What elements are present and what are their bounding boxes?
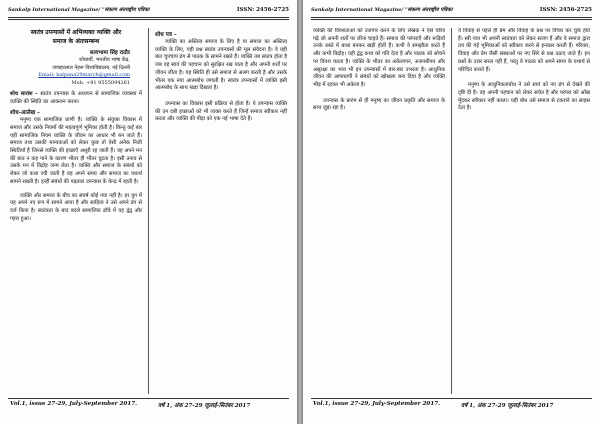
column-divider (451, 28, 452, 394)
running-head (8, 4, 289, 16)
author-mobile: Mob. +91 9555094261 (71, 79, 130, 86)
author-affiliation: जवाहरलाल नेहरू विश्वविद्यालय, नई दिल्ली (52, 64, 130, 71)
footer-hindi: वर्ष 1, अंक 27-29 जुलाई-सितंबर 2017 (461, 403, 554, 409)
abstract-text: स्वतंत्र उपन्यास के अध्ययन से सामाजिक व्यवस्था में व्यक्ति की स्थिति का आकलन करना। (10, 91, 142, 105)
footer-hindi: वर्ष 1, अंक 27-29 जुलाई-सितंबर 2017 (158, 403, 251, 409)
page-left (0, 0, 297, 424)
header-rule (311, 17, 592, 18)
footer-rule (8, 398, 289, 399)
author-affiliation: शोधार्थी, भारतीय भाषा केंद्र, (79, 57, 130, 64)
abstract-label: शोध सारांश – (10, 91, 38, 98)
author-block (10, 50, 142, 87)
author-email[interactable]: Email: kalpana29march@gmail.com (38, 72, 130, 79)
column-left (10, 28, 142, 394)
abstract (10, 91, 142, 106)
paragraph: उपन्यास का विकास इसी प्रक्रिया से होता है। ये उपन्यास व्यक्ति की उन दबी इच्छाओं को भी व्यक्त करते हैं जिन्हें समाज स्वीकार नहीं करता और व्यक्ति की पीड़ा को एक नई भाषा देते हैं। (155, 100, 287, 123)
journal-name: Sankalp International Magazine/ "संकल्प अंतराष्ट्रीय पत्रिका (311, 7, 453, 13)
author-name: सत्यभामा सिंह राठौर (89, 50, 130, 56)
footer-english: Vol.1, issue 27-29, July-September 2017. (10, 401, 138, 407)
paragraph: उपन्यास के प्रारंभ से ही मनुष्य का जीवन प्रकृति और समाज के साथ जुड़ा रहा है। (313, 97, 445, 112)
column-right (155, 28, 287, 394)
footer-rule (311, 398, 592, 399)
page-right (303, 0, 600, 424)
issn: ISSN: 2456-2725 (539, 7, 592, 13)
paragraph: व्यक्ति की विवशताओं को उजागर करने के लिए लेखक ने ऐसे चरित्र गढ़े जो अपनी शर्तों पर जीना चाहते हैं। समाज की परंपराएँ और रूढ़ियाँ उनके रास्ते में बाधा बनकर खड़ी होती हैं। कभी वे समझौता करते हैं और कभी विद्रोह। यही द्वंद्व कथा को गति देता है और पाठक को सोचने पर विवश करता है। व्यक्ति के भीतर का अकेलापन, अजनबीपन और असुरक्षा का भाव भी इन उपन्यासों में बार-बार उभरता है। आधुनिक जीवन की आपाधापी ने संबंधों को खोखला बना दिया है और व्यक्ति भीड़ में रहकर भी अकेला है। (313, 28, 445, 88)
running-head (311, 4, 592, 16)
column-left (313, 28, 445, 394)
header-rule-thin (311, 19, 592, 20)
paragraph: व्यक्ति का अस्तित्व समाज के लिए है या समाज का अस्तित्व व्यक्ति के लिए, यही प्रश्न स्वतंत्र उपन्यासों की मूल संवेदना है। वे यही बात चुपचाप ढंग से पाठक के सामने रखते हैं। व्यक्ति तब स्वतंत्र होता है जब वह स्वयं की पहचान को सुरक्षित रख पाता है और अपनी शर्तों पर जीवन जीता है। यह स्थिति ही उसे समाज से अलग करती है और उसके भीतर एक नया आत्मबोध जगाती है। स्वतंत्र उपन्यासों में व्यक्ति इसी आत्मबोध के साथ खड़ा दिखता है। (155, 39, 287, 92)
body-label: शोध-आलेख – (10, 110, 40, 117)
body-label-right: शोध पत्र – (155, 32, 177, 38)
title-line: समाज के अंतःसम्बन्ध (52, 38, 100, 45)
header-rule-thin (8, 19, 289, 20)
title-line: स्वतंत्र उपन्यासों में अभिव्यक्त व्यक्ति और (30, 29, 122, 36)
article-title (10, 28, 142, 46)
column-divider (148, 28, 149, 394)
paragraph: व्यक्ति और समाज के बीच का संघर्ष कोई नया नहीं है। हर युग में यह अपने नए रूप में सामने आया है और साहित्य ने उसे अपने ढंग से दर्ज किया है। स्वतंत्रता के बाद बदले सामाजिक ढाँचे में यह द्वंद्व और गहरा हुआ। (10, 192, 142, 222)
column-right (458, 28, 590, 394)
footer-english: Vol.1, issue 27-29, July-September 2017. (313, 401, 441, 407)
paragraph: मनुष्य के आधुनिकताबोध ने उसे स्वयं को नए ढंग से देखने की दृष्टि दी है। वह अपनी पहचान को लेकर सचेत है और परंपरा को आँख मूँदकर स्वीकार नहीं करता। यही बोध उसे समाज से टकराने का साहस देता है। (458, 82, 590, 112)
header-rule (8, 17, 289, 18)
journal-name: Sankalp International Magazine/ "संकल्प अंतराष्ट्रीय पत्रिका (8, 7, 150, 13)
paragraph: ये विवाह से पहले ही प्रेम और विवाह के प्रश्न पर विचार कर चुके होते हैं। स्त्री पात्र भी अपनी स्वतंत्रता को लेकर सजग हैं और वे समाज द्वारा तय की गई भूमिकाओं को स्वीकार करने से इनकार करती हैं। परिवार, विवाह और प्रेम जैसी संस्थाओं पर नए सिरे से प्रश्न उठाए जाते हैं। इन प्रश्नों के उत्तर सरल नहीं हैं, परंतु वे पाठक को अपने समय के यथार्थ से परिचित कराते हैं। (458, 28, 590, 73)
issn: ISSN: 2456-2725 (236, 7, 289, 13)
paragraph: मनुष्य एक सामाजिक प्राणी है। व्यक्ति के संयुक्त विकास में समाज और उसके नियमों की महत्वपूर्ण भूमिका होती है। किन्तु कई बार यही सामाजिक नियम व्यक्ति के जीवन का आधार भी बन जाते हैं। समाज तथा उसकी मान्यताओं को लेकर कुछ तो ऐसी अनेक निजी स्थितियाँ हैं जिनसे व्यक्ति की इच्छाएँ अधूरी रह जाती हैं। वह अपने मन की बात न कह पाने के कारण भीतर ही भीतर घुटता है। इसी तनाव से उसके मन में विद्रोह जन्म लेता है। व्यक्ति और समाज के संबंधों को लेकर जो कथा रची जाती है वह अपने समय और समाज का यथार्थ सामने रखती है। इन्हीं संबंधों की पड़ताल उपन्यास के केन्द्र में रहती है। (10, 117, 142, 185)
